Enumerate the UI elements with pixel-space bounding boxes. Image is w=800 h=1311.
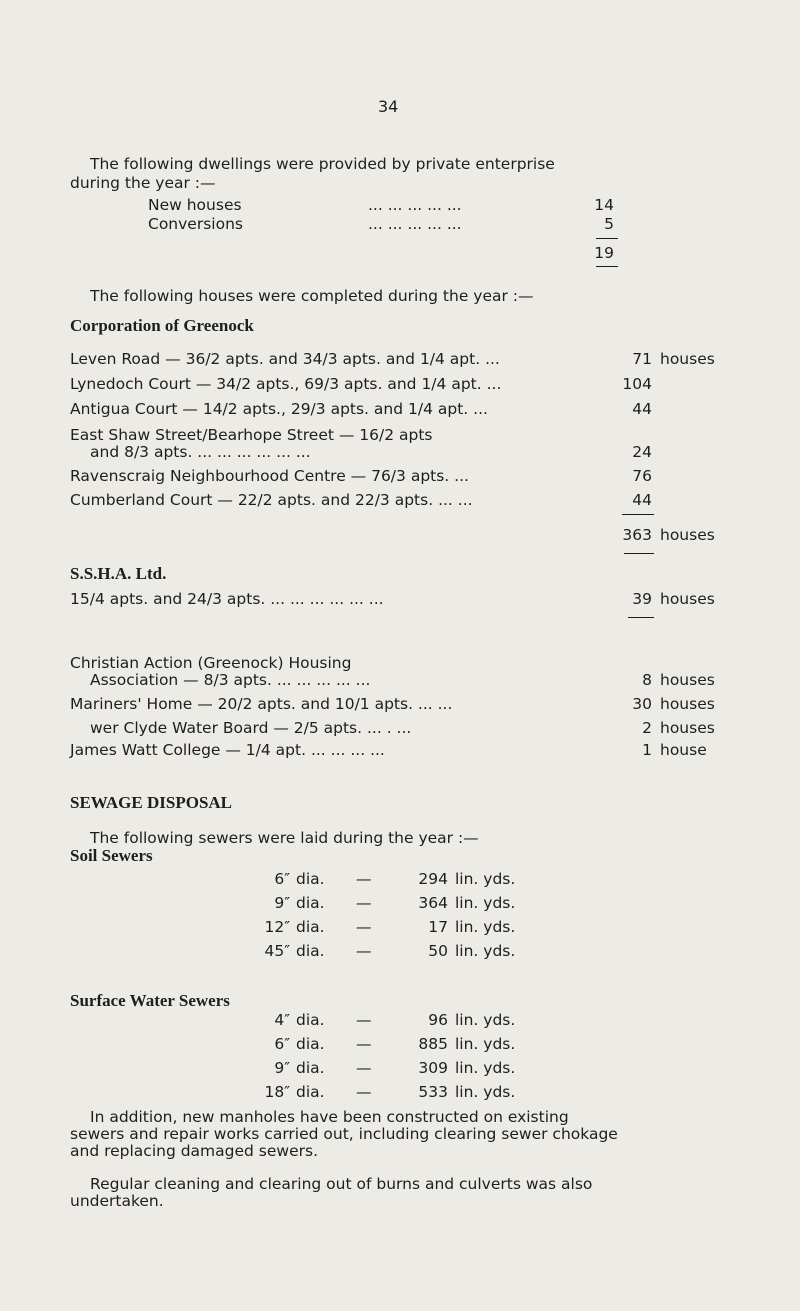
pipe-size: 12″ [264, 918, 290, 936]
surface-sewers-heading: Surface Water Sewers [70, 991, 230, 1010]
cleaning-paragraph-line-1: Regular cleaning and clearing out of burns and culverts was also [90, 1175, 593, 1193]
other-row-value: 1 [642, 741, 652, 759]
dia-label: dia. [296, 1083, 325, 1101]
corporation-row-text: Antigua Court — 14/2 apts., 29/3 apts. and 1/4 apt. ... [70, 400, 488, 418]
manholes-paragraph-line-1: In addition, new manholes have been constructed on existing [90, 1108, 569, 1126]
new-houses-label: New houses [148, 196, 242, 214]
dia-label: dia. [296, 1011, 325, 1029]
conversions-value: 5 [604, 215, 614, 233]
pipe-size: 9″ [274, 1059, 290, 1077]
length-unit: lin. yds. [455, 942, 516, 960]
pipe-size: 4″ [274, 1011, 290, 1029]
other-row-value: 2 [642, 719, 652, 737]
length-value: 533 [418, 1083, 448, 1101]
corporation-row-text: Ravenscraig Neighbourhood Centre — 76/3 apts. ... [70, 467, 469, 485]
soil-sewers-heading: Soil Sewers [70, 846, 153, 865]
dash: — [356, 894, 372, 912]
corporation-row-unit: houses [660, 350, 715, 368]
surface-sewers-table [0, 1011, 800, 1111]
dash: — [356, 1011, 372, 1029]
ssha-text: 15/4 apts. and 24/3 apts. ... ... ... ... ... ... [70, 590, 384, 608]
dash: — [356, 870, 372, 888]
new-houses-value: 14 [594, 196, 614, 214]
length-unit: lin. yds. [455, 1035, 516, 1053]
conversions-label: Conversions [148, 215, 243, 233]
corporation-row-text: East Shaw Street/Bearhope Street — 16/2 apts [70, 426, 433, 444]
corporation-heading: Corporation of Greenock [70, 316, 254, 335]
dia-label: dia. [296, 870, 325, 888]
dash: — [356, 1083, 372, 1101]
pipe-size: 18″ [264, 1083, 290, 1101]
corporation-row-text: Leven Road — 36/2 apts. and 34/3 apts. and 1/4 apt. ... [70, 350, 500, 368]
dash: — [356, 1059, 372, 1077]
other-row-value: 8 [642, 671, 652, 689]
pipe-size: 6″ [274, 1035, 290, 1053]
sewage-intro: The following sewers were laid during the year :— [90, 829, 479, 847]
corporation-row-value: 76 [632, 467, 652, 485]
dash: — [356, 918, 372, 936]
corporation-total-rule [624, 553, 654, 554]
length-unit: lin. yds. [455, 894, 516, 912]
length-unit: lin. yds. [455, 1083, 516, 1101]
manholes-paragraph-line-2: sewers and repair works carried out, including clearing sewer chokage [70, 1125, 618, 1143]
length-value: 50 [428, 942, 448, 960]
corporation-row-text-continued: and 8/3 apts. ... ... ... ... ... ... [90, 443, 311, 461]
pipe-size: 9″ [274, 894, 290, 912]
dia-label: dia. [296, 918, 325, 936]
length-unit: lin. yds. [455, 1059, 516, 1077]
other-row-text-continued: Association — 8/3 apts. ... ... ... ... ... [90, 671, 371, 689]
soil-sewers-table [0, 870, 800, 970]
length-unit: lin. yds. [455, 870, 516, 888]
length-value: 364 [418, 894, 448, 912]
corporation-row-value: 24 [632, 443, 652, 461]
private-total: 19 [594, 244, 614, 262]
length-value: 17 [428, 918, 448, 936]
ssha-value: 39 [632, 590, 652, 608]
sewage-heading: SEWAGE DISPOSAL [70, 793, 233, 812]
ssha-rule [628, 617, 654, 618]
completed-intro: The following houses were completed during the year :— [90, 287, 534, 305]
other-row-text: James Watt College — 1/4 apt. ... ... ... ... [70, 741, 385, 759]
corporation-row-text: Cumberland Court — 22/2 apts. and 22/3 apts. ... ... [70, 491, 473, 509]
pipe-size: 6″ [274, 870, 290, 888]
private-total-rule [596, 266, 618, 267]
other-row-unit: houses [660, 695, 715, 713]
manholes-paragraph-line-3: and replacing damaged sewers. [70, 1142, 318, 1160]
other-row-unit: houses [660, 671, 715, 689]
ssha-unit: houses [660, 590, 715, 608]
new-houses-dots: ... ... ... ... ... [368, 196, 462, 214]
other-row-text: Mariners' Home — 20/2 apts. and 10/1 apts. ... ... [70, 695, 453, 713]
length-unit: lin. yds. [455, 1011, 516, 1029]
length-value: 96 [428, 1011, 448, 1029]
corporation-row-value: 104 [622, 375, 652, 393]
other-row-text: Christian Action (Greenock) Housing [70, 654, 352, 672]
other-row-value: 30 [632, 695, 652, 713]
conversions-dots: ... ... ... ... ... [368, 215, 462, 233]
corporation-row-value: 44 [632, 491, 652, 509]
page-number: 34 [378, 97, 399, 116]
pipe-size: 45″ [264, 942, 290, 960]
length-value: 294 [418, 870, 448, 888]
corporation-row-text: Lynedoch Court — 34/2 apts., 69/3 apts. and 1/4 apt. ... [70, 375, 502, 393]
private-intro-line-1: The following dwellings were provided by private enterprise [90, 155, 555, 173]
length-unit: lin. yds. [455, 918, 516, 936]
dia-label: dia. [296, 894, 325, 912]
corporation-row-value: 71 [632, 350, 652, 368]
ssha-heading: S.S.H.A. Ltd. [70, 564, 167, 583]
length-value: 309 [418, 1059, 448, 1077]
other-row-unit: houses [660, 719, 715, 737]
private-intro-line-2: during the year :— [70, 174, 216, 192]
corporation-subtotal-rule [622, 514, 654, 515]
corporation-total-unit: houses [660, 526, 715, 544]
dia-label: dia. [296, 1059, 325, 1077]
dash: — [356, 1035, 372, 1053]
other-row-unit: house [660, 741, 707, 759]
dia-label: dia. [296, 942, 325, 960]
cleaning-paragraph-line-2: undertaken. [70, 1192, 164, 1210]
corporation-row-value: 44 [632, 400, 652, 418]
private-subtotal-rule [596, 238, 618, 239]
other-row-text: wer Clyde Water Board — 2/5 apts. ... . ... [90, 719, 412, 737]
corporation-total: 363 [622, 526, 652, 544]
length-value: 885 [418, 1035, 448, 1053]
dash: — [356, 942, 372, 960]
dia-label: dia. [296, 1035, 325, 1053]
